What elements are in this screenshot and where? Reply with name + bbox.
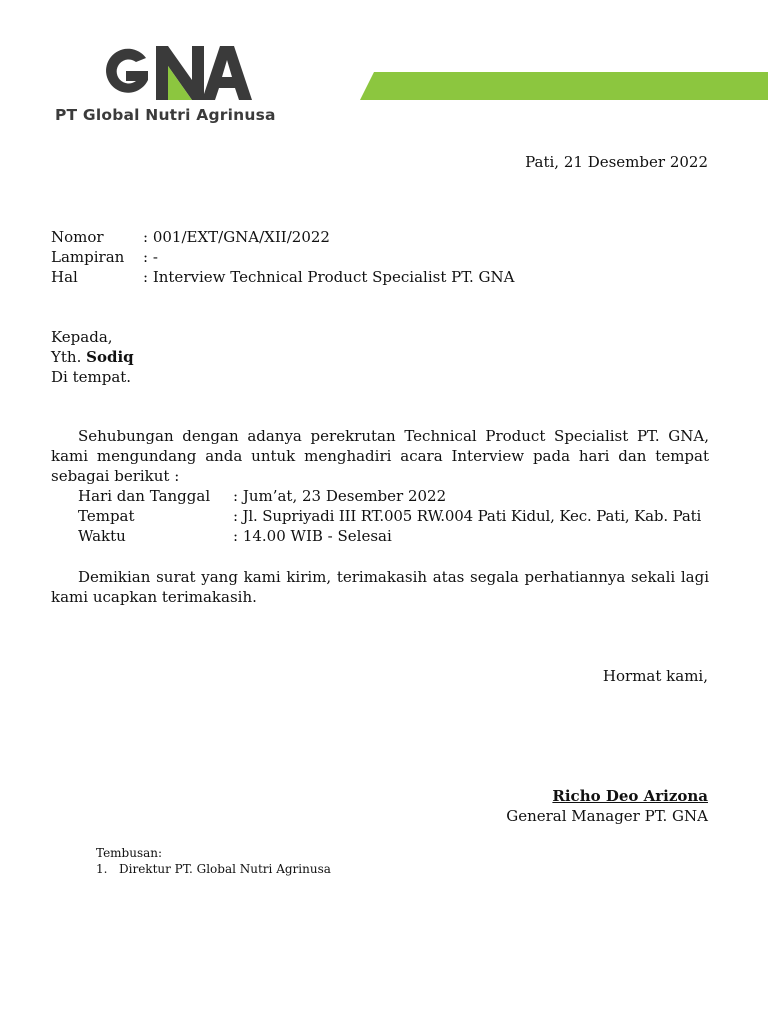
meta-label-lampiran: Lampiran <box>51 248 125 266</box>
recipient-place: Di tempat. <box>51 368 132 386</box>
detail-label-place: Tempat <box>78 507 135 525</box>
logo-letter-a <box>202 46 252 100</box>
meta-value-lampiran: : - <box>143 248 158 266</box>
recipient-prefix: Yth. <box>51 348 87 366</box>
body-para2-line2: kami ucapkan terimakasih. <box>51 588 257 606</box>
company-logo <box>96 44 252 102</box>
meta-label-hal: Hal <box>51 268 78 286</box>
header-green-bar <box>360 72 768 100</box>
logo-letter-g <box>106 49 148 93</box>
detail-label-time: Waktu <box>78 527 126 545</box>
place-date: Pati, 21 Desember 2022 <box>525 153 708 171</box>
recipient-name: Sodiq <box>86 348 134 366</box>
body-para1-line3: sebagai berikut : <box>51 467 180 485</box>
recipient-line <box>51 347 134 367</box>
meta-label-nomor: Nomor <box>51 228 104 246</box>
detail-value-place: : Jl. Supriyadi III RT.005 RW.004 Pati Kidul, Kec. Pati, Kab. Pati <box>233 507 702 525</box>
cc-item-text: Direktur PT. Global Nutri Agrinusa <box>119 862 331 876</box>
cc-item-number: 1. <box>96 862 108 876</box>
body-para2-line1: Demikian surat yang kami kirim, terimakasih atas segala perhatiannya sekali lagi <box>78 568 709 586</box>
meta-value-hal: : Interview Technical Product Specialist PT. GNA <box>143 268 515 286</box>
cc-label: Tembusan: <box>96 846 163 860</box>
body-para1-line2: kami mengundang anda untuk menghadiri acara Interview pada hari dan tempat <box>51 447 709 465</box>
signatory-name: Richo Deo Arizona <box>552 787 708 805</box>
company-name: PT Global Nutri Agrinusa <box>55 106 276 124</box>
meta-value-nomor: : 001/EXT/GNA/XII/2022 <box>143 228 330 246</box>
detail-label-date: Hari dan Tanggal <box>78 487 211 505</box>
body-para1-line1: Sehubungan dengan adanya perekrutan Technical Product Specialist PT. GNA, <box>78 427 709 445</box>
closing: Hormat kami, <box>602 667 708 685</box>
detail-value-date: : Jum’at, 23 Desember 2022 <box>233 487 447 505</box>
recipient-greeting: Kepada, <box>51 328 113 346</box>
detail-value-time: : 14.00 WIB - Selesai <box>233 527 392 545</box>
signatory-title: General Manager PT. GNA <box>506 807 708 825</box>
